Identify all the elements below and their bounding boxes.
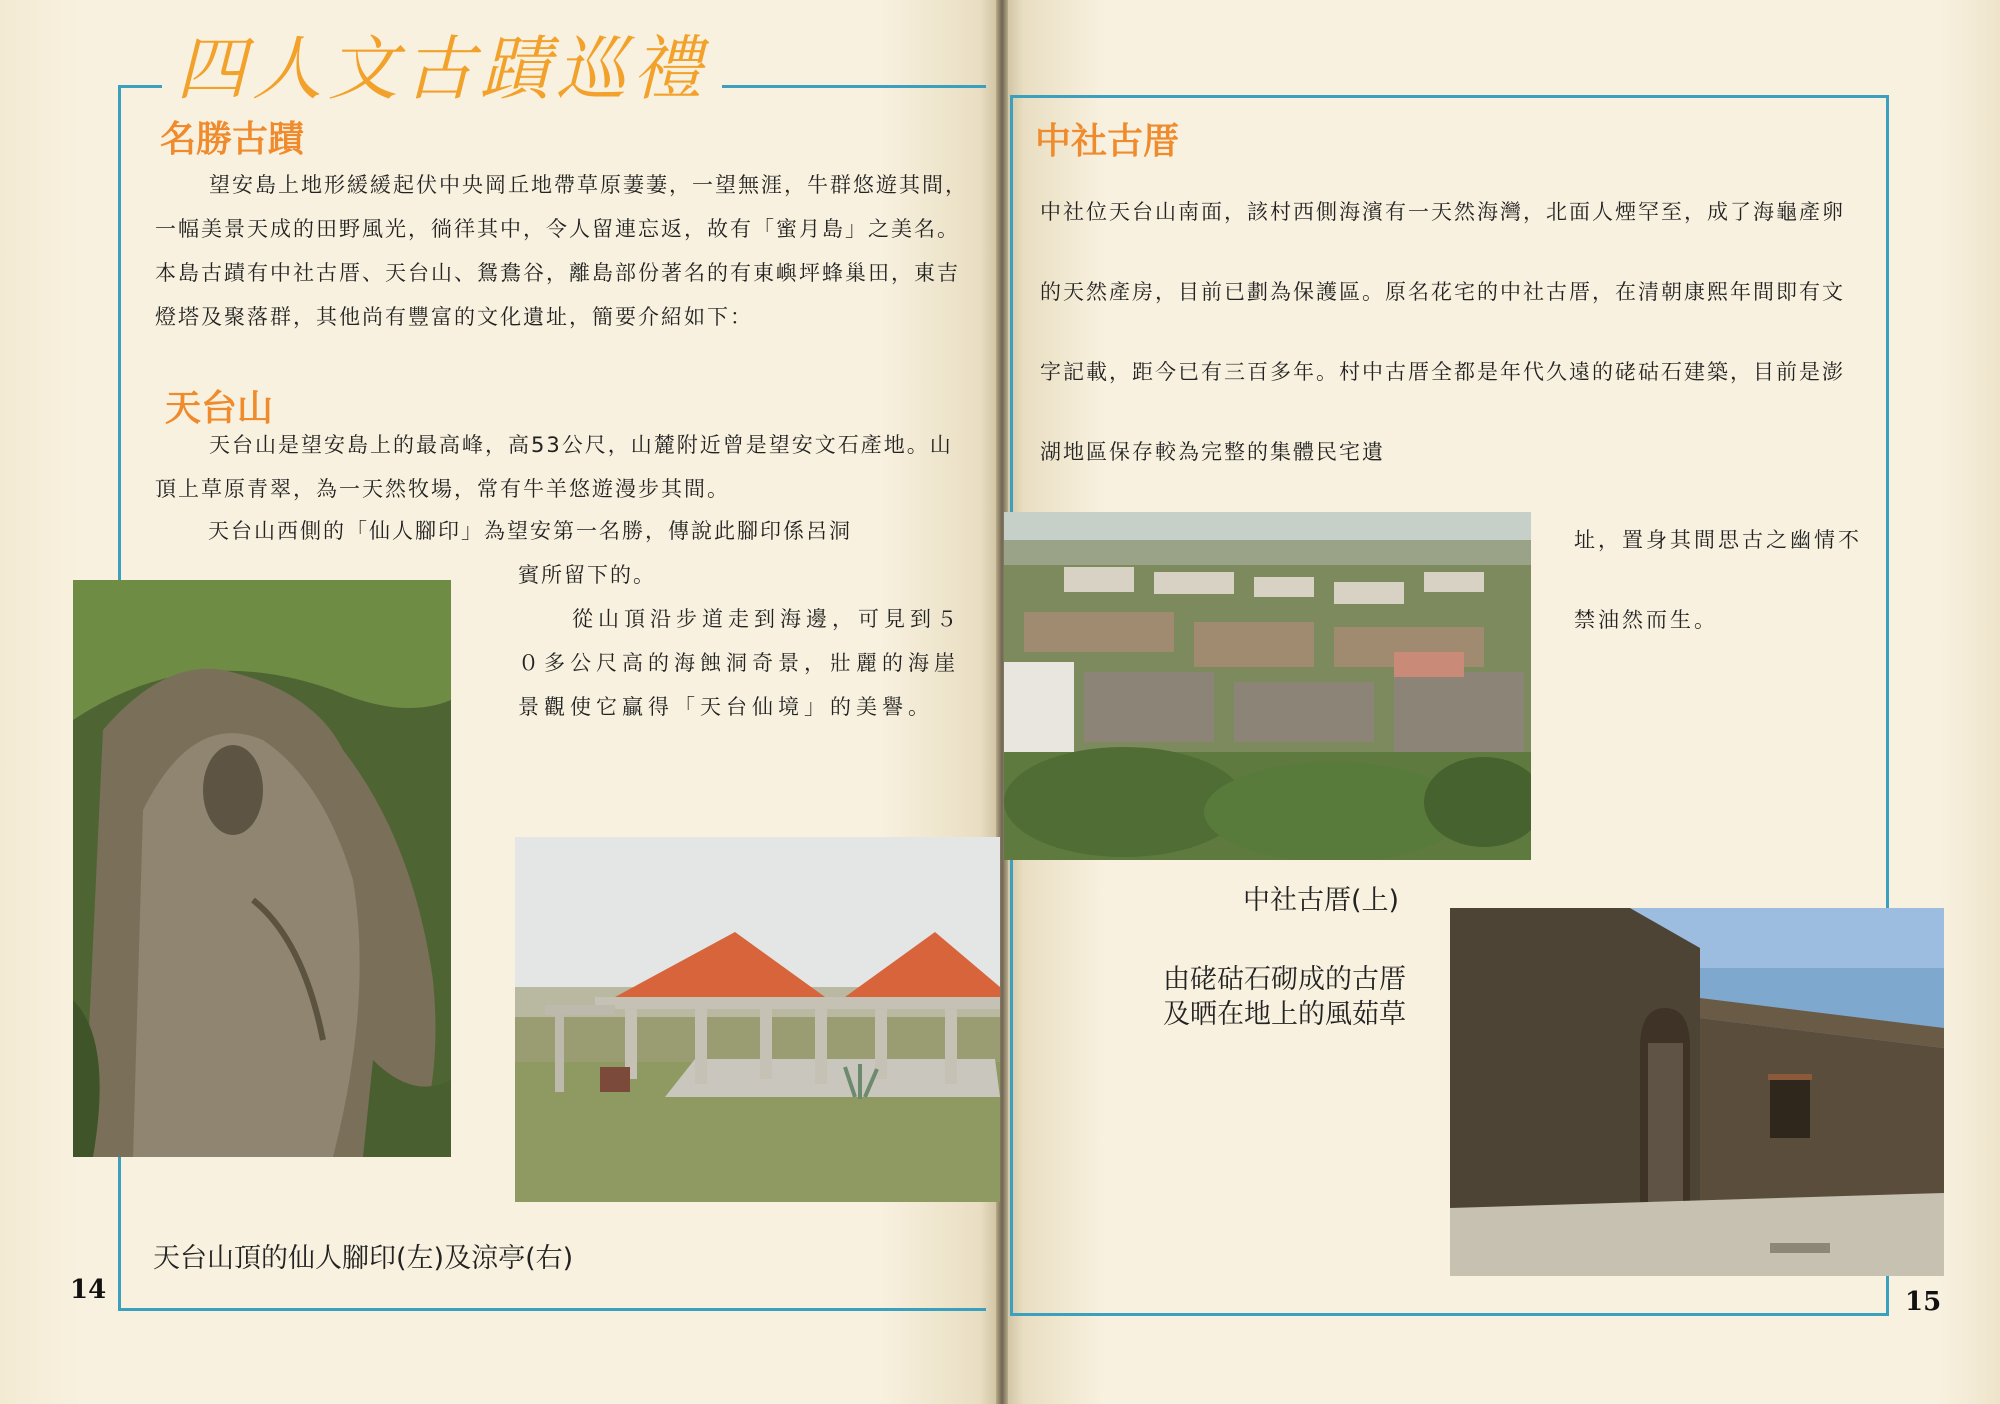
caption-coral-stone-line2: 及晒在地上的風茹草	[1163, 999, 1406, 1030]
section-text-footprint: 天台山西側的「仙人腳印」為望安第一名勝，傳說此腳印係呂洞	[208, 519, 852, 543]
page-number-right: 15	[1905, 1287, 1942, 1317]
photo-zhongshe-village	[1004, 512, 1531, 860]
section-heading-zhongshe: 中社古厝	[1035, 121, 1180, 162]
section-text-footprint-end: 賓所留下的。	[518, 563, 656, 587]
page-number-left: 14	[70, 1275, 107, 1305]
section-text-tiantai-intro: 天台山是望安島上的最高峰，高53公尺，山麓附近曾是望安文石產地。山頂上草原青翠，為一天然牧場，常有牛羊悠遊漫步其間。	[155, 433, 953, 501]
section-heading-scenic-sites: 名勝古蹟	[160, 119, 305, 160]
photo-immortal-footprint	[73, 580, 451, 1157]
photo-coral-stone-house	[1450, 908, 1944, 1276]
section-text-zhongshe: 中社位天台山南面，該村西側海濱有一天然海灣，北面人煙罕至，成了海龜產卵的天然產房，目前已劃為保護區。原名花宅的中社古厝，在清朝康熙年間即有文字記載，距今已有三百多年。村中古厝全都是年代久遠的硓𥑮石建築，目前是澎湖地區保存較為完整的集體民宅遺	[1040, 200, 1845, 464]
section-heading-tiantai-mountain: 天台山	[165, 388, 274, 429]
photo-pavilion	[515, 837, 1000, 1202]
caption-tiantai-photos: 天台山頂的仙人腳印(左)及涼亭(右)	[153, 1243, 574, 1274]
section-text-zhongshe-end: 址，置身其間思古之幽情不禁油然而生。	[1574, 528, 1862, 632]
section-text-scenic-sites: 望安島上地形緩緩起伏中央岡丘地帶草原萋萋，一望無涯，牛群悠遊其間，一幅美景天成的田野風光，徜徉其中，令人留連忘返，故有「蜜月島」之美名。本島古蹟有中社古厝、天台山、鴛鴦谷，離島部份著名的有東嶼坪蜂巢田，東吉燈塔及聚落群，其他尚有豐富的文化遺址，簡要介紹如下：	[155, 173, 968, 329]
section-text-sea-cave: 從山頂沿步道走到海邊，可見到５０多公尺高的海蝕洞奇景，壯麗的海崖景觀使它贏得「天台仙境」的美譽。	[518, 607, 962, 719]
caption-coral-stone-line1: 由硓𥑮石砌成的古厝	[1163, 964, 1406, 995]
caption-zhongshe-top: 中社古厝(上)	[1243, 885, 1400, 916]
chapter-title: 四人文古蹟巡禮	[162, 28, 722, 110]
